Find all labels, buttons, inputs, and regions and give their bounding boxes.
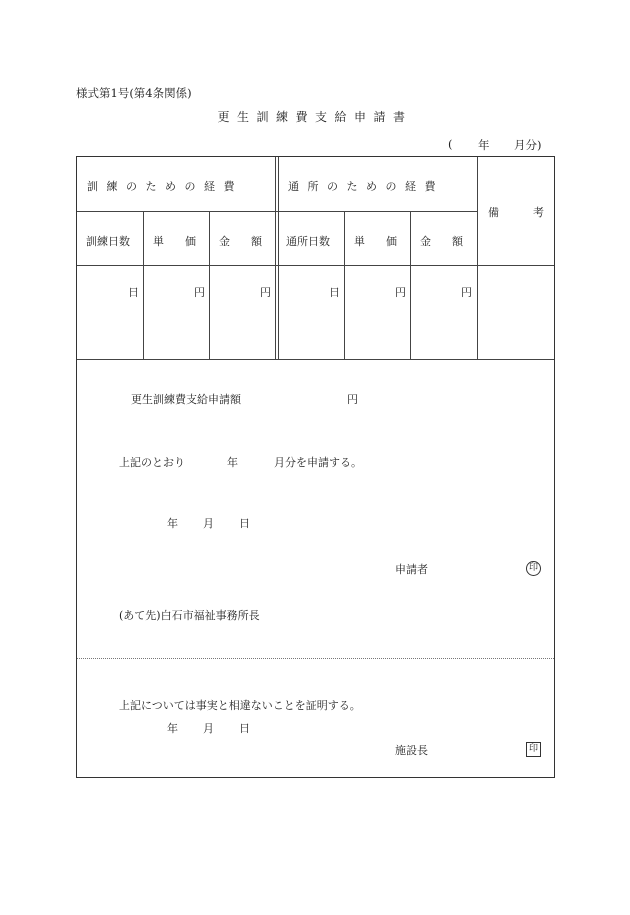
commute-group-header xyxy=(288,178,444,194)
unit-training-days: 日 xyxy=(128,286,139,299)
applicant-seal-icon xyxy=(526,560,541,576)
director-label: 施設長 xyxy=(395,744,428,757)
remarks-header: 備考 xyxy=(488,206,578,219)
form-number: 様式第1号(第4条関係) xyxy=(76,86,192,100)
director-seal-text: 印 xyxy=(526,742,541,757)
training-group-text: 訓練のための経費 xyxy=(87,180,243,193)
director-seal-icon xyxy=(526,741,541,757)
period-open: ( xyxy=(448,137,453,151)
unit-training-unit-price: 円 xyxy=(194,286,205,299)
col-header-commute-amount: 金額 xyxy=(420,235,484,248)
form-title: 更生訓練費支給申請書 xyxy=(217,110,413,124)
period-year: 年 xyxy=(478,138,490,152)
col-header-training-unit-price: 単価 xyxy=(153,235,217,248)
amount-label: 更生訓練費支給申請額 xyxy=(131,393,241,406)
application-date-year: 年 xyxy=(167,517,178,530)
commute-group-text: 通所のための経費 xyxy=(288,180,444,193)
certification-statement: 上記については事実と相違ないことを証明する。 xyxy=(119,699,361,712)
col-header-training-amount: 金額 xyxy=(219,235,283,248)
certification-date-day: 日 xyxy=(239,722,250,735)
application-date-day: 日 xyxy=(239,517,250,530)
period-month: 月分) xyxy=(514,138,542,152)
applicant-label: 申請者 xyxy=(395,563,428,576)
amount-unit: 円 xyxy=(347,393,358,406)
statement-year: 年 xyxy=(227,456,238,469)
unit-commute-days: 日 xyxy=(329,286,340,299)
col-header-commute-days: 通所日数 xyxy=(286,235,330,248)
training-group-header xyxy=(87,178,265,194)
unit-commute-unit-price: 円 xyxy=(395,286,406,299)
statement-month-suffix: 月分を申請する。 xyxy=(274,456,362,469)
col-header-commute-unit-price: 単価 xyxy=(354,235,418,248)
statement-prefix: 上記のとおり xyxy=(119,456,185,469)
unit-training-amount: 円 xyxy=(260,286,271,299)
unit-commute-amount: 円 xyxy=(461,286,472,299)
addressee: (あて先)白石市福祉事務所長 xyxy=(119,609,260,622)
form-frame xyxy=(76,156,578,778)
applicant-seal-text: 印 xyxy=(526,561,541,576)
col-header-training-days: 訓練日数 xyxy=(86,235,130,248)
application-date-month: 月 xyxy=(203,517,214,530)
certification-date-month: 月 xyxy=(203,722,214,735)
certification-date-year: 年 xyxy=(167,722,178,735)
